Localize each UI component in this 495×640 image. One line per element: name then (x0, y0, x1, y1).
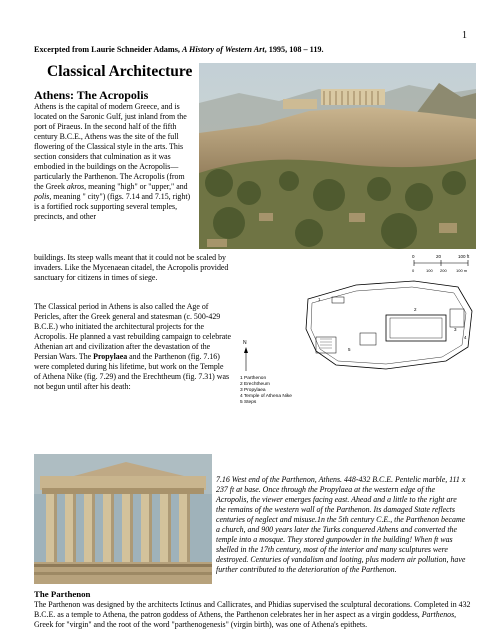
svg-text:3: 3 (454, 327, 457, 332)
excerpt-citation: Excerpted from Laurie Schneider Adams, A History of Western Art, 1995, 108 – 119. (34, 45, 324, 54)
section-heading: Athens: The Acropolis (34, 88, 149, 102)
svg-text:4: 4 (464, 335, 467, 340)
plan-legend-3: 3 Propylaea (240, 388, 266, 393)
book-title: A History of Western Art (181, 45, 265, 54)
plan-scale-m-3: 100 m (456, 268, 468, 273)
acropolis-plan (236, 251, 476, 407)
section-heading-parthenon: The Parthenon (34, 589, 91, 599)
plan-legend-1: 1 Parthenon (240, 376, 267, 381)
svg-text:1: 1 (318, 297, 321, 302)
plan-scale-ft-0: 0 (412, 254, 415, 259)
parthenon-photo (34, 454, 212, 584)
plan-scale-m-1: 100 (426, 268, 433, 273)
paragraph-parthenon: The Parthenon was designed by the architects Ictinus and Callicrates, and Phidias supervised the sculptural decorations. Completed in 432 B.C.E. as a temple to Athena, the patron goddess of Athens, the Parthenon celebrates her in her aspect as a virgin goddess, Parthenos, Greek for "virgin" and the root of the word "parthenogenesis" (virgin birth), was one of Athena's epithets. (34, 600, 471, 629)
svg-text:2: 2 (414, 307, 417, 312)
figure-caption: 7.16 West end of the Parthenon, Athens. 448-432 B.C.E. Pentelic marble, 111 x 237 ft at base. Once through the Propylaea at the western edge of the Acropolis, the viewer emerges facing east. Ahead and a little to the right are the remains of the western wall of the Parthenon. Its damaged State reflects centuries of neglect and misuse.1n the 5th century C.E., the Parthenon became a church, and 900 years later the Turks conquered Athens and converted the temple into a mosque. They stored gunpowder in the building! When ft was shelled in the 17th century, most of the interior and many sculptures were destroyed. Centuries of vandalism and looting, plus modern air pollution, have further contributed to the deterioration of the Parthenon. (216, 475, 466, 574)
svg-text:5: 5 (348, 347, 351, 352)
plan-scale-m-2: 200 (440, 268, 447, 273)
plan-scale-ft-1: 20 (436, 254, 442, 259)
plan-legend-5: 5 Steps (240, 400, 257, 405)
plan-legend-4: 4 Temple of Athena Nike (240, 394, 292, 399)
acropolis-photo (199, 63, 476, 249)
plan-legend-2: 2 Erechtheum (240, 382, 270, 387)
paragraph-acropolis-continued: buildings. Its steep walls meant that it could not be scaled by invaders. Like the Mycenaean citadel, the Acropolis provided sanctuary for citizens in times of siege. (34, 253, 229, 282)
paragraph-age-of-pericles: The Classical period in Athens is also called the Age of Pericles, after the Greek general and statesman (c. 500-429 B.C.E.) who initiated the architectural projects for the Acropolis. He planned a vast rebuilding campaign to celebrate Athenian art and civilization after the devastation of the Persian Wars. The Propylaea and the Parthenon (fig. 7.16) were completed during his lifetime, but work on the Temple of Athena Nike (fig. 7.29) and the Erechtheum (fig. 7.31) was not begun until after his death: (34, 302, 231, 391)
page-number: 1 (462, 30, 467, 41)
plan-north-label: N (243, 340, 247, 346)
plan-scale-ft-2: 100 ft (458, 254, 470, 259)
paragraph-acropolis-intro: Athens is the capital of modern Greece, and is located on the Saronic Gulf, just inland from the port of Piraeus. In the second half of the fifth century B.C.E., Athens was the site of the full flowering of the Classical style in the arts. This section considers that culmination as it was embodied in the buildings on the Acropolis—particularly the Parthenon. The Acropolis (from the Greek akros, meaning "high" or "upper," and polis, meaning " city") (figs. 7.14 and 7.15, right) is a fortified rock supporting several temples, precincts, and other (34, 102, 191, 221)
page-title: Classical Architecture (47, 63, 193, 80)
plan-scale-m-0: 0 (412, 268, 415, 273)
